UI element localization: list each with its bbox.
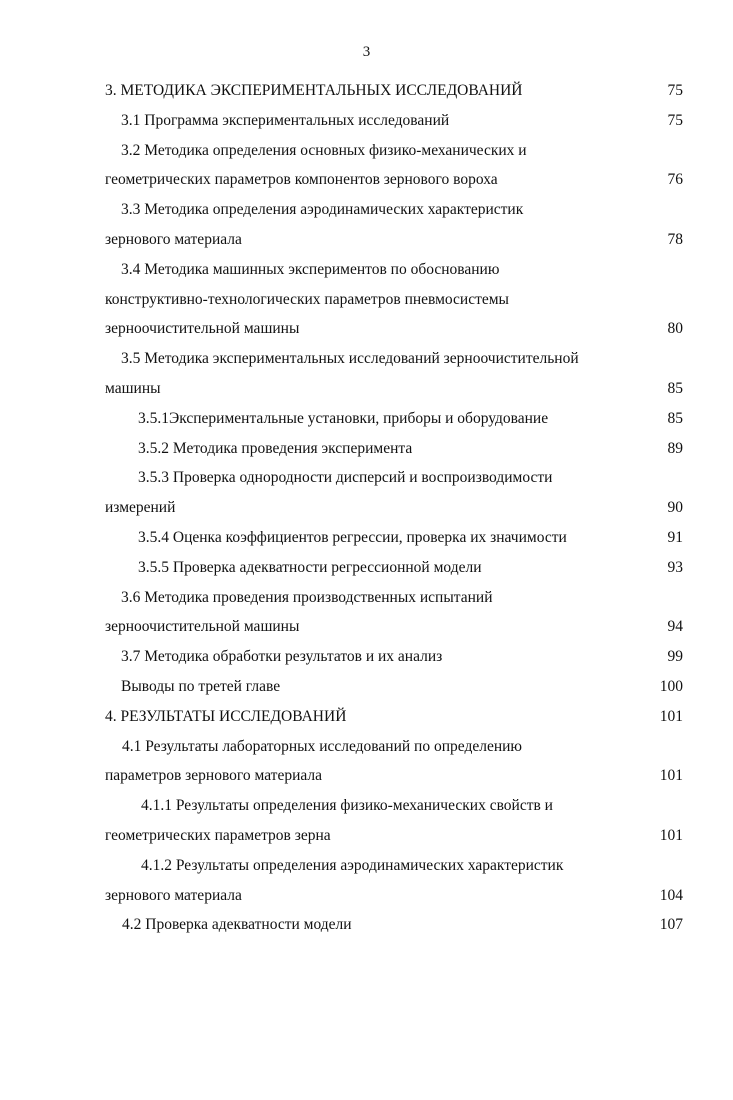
toc-page-number: 101 <box>659 707 683 725</box>
page-number: 3 <box>362 44 371 60</box>
toc-entry-text: 4.2 Проверка адекватности модели <box>122 916 352 934</box>
toc-line <box>0 642 733 672</box>
toc-line <box>0 463 733 493</box>
toc-page-number: 89 <box>667 439 683 457</box>
toc-line <box>0 314 733 344</box>
toc-entry-text: 3.5.4 Оценка коэффициентов регрессии, проверка их значимости <box>138 528 567 546</box>
toc-entry-text: зернового материала <box>105 886 242 904</box>
toc-entry-text: машины <box>105 379 161 397</box>
toc-line <box>0 821 733 851</box>
toc-entry-text: 3.7 Методика обработки результатов и их анализ <box>121 648 443 666</box>
toc-page-number: 75 <box>667 111 683 129</box>
toc-page-number: 99 <box>667 648 683 666</box>
toc-page-number: 101 <box>659 826 683 844</box>
toc-page-number: 78 <box>667 230 683 248</box>
toc-line <box>0 165 733 195</box>
toc-page-number: 94 <box>667 618 683 636</box>
toc-line <box>0 881 733 911</box>
toc-page-number: 100 <box>659 677 683 695</box>
toc-line <box>0 761 733 791</box>
toc-page-number: 75 <box>667 82 683 99</box>
toc-entry-text: Выводы по третей главе <box>121 677 281 695</box>
toc-line <box>0 523 733 553</box>
toc-line <box>0 910 733 940</box>
toc-line <box>0 374 733 404</box>
toc-entry-text: 3.5.5 Проверка адекватности регрессионной модели <box>138 558 482 576</box>
toc-page-number: 85 <box>667 379 683 397</box>
toc-entry-text: параметров зернового материала <box>105 767 323 785</box>
toc-entry-text: 4. РЕЗУЛЬТАТЫ ИССЛЕДОВАНИЙ <box>105 707 347 725</box>
toc-line <box>0 612 733 642</box>
toc-entry-text: зернового материала <box>105 230 242 248</box>
toc-page-number: 107 <box>659 916 683 934</box>
toc-entry-text: зерноочистительной машины <box>105 618 300 636</box>
toc-entry-text: 3.1 Программа экспериментальных исследований <box>121 111 450 129</box>
toc-line <box>0 255 733 285</box>
toc-page-number: 90 <box>667 499 683 517</box>
toc-line <box>0 791 733 821</box>
toc-line <box>0 672 733 702</box>
toc-entry-text: 4.1.2 Результаты определения аэродинамических характеристик <box>141 856 564 874</box>
toc-entry-text: зерноочистительной машины <box>105 320 300 338</box>
toc-entry-text: конструктивно-технологических параметров пневмосистемы <box>105 290 509 308</box>
toc-line <box>0 225 733 255</box>
toc-line <box>0 76 733 106</box>
toc-line <box>0 493 733 523</box>
toc-entry-text: 3.5.3 Проверка однородности дисперсий и воспроизводимости <box>138 469 553 487</box>
toc-entry-text: измерений <box>105 499 176 517</box>
toc-entry-text: 4.1.1 Результаты определения физико-механических свойств и <box>141 797 553 815</box>
toc-line <box>0 106 733 136</box>
toc-line <box>0 732 733 762</box>
toc-line <box>0 434 733 464</box>
toc-page-number: 85 <box>667 409 683 427</box>
toc-line <box>0 702 733 732</box>
toc-line <box>0 583 733 613</box>
toc-entry-text: 3.6 Методика проведения производственных испытаний <box>121 588 493 606</box>
toc-entry-text: 3.4 Методика машинных экспериментов по обоснованию <box>121 260 500 278</box>
toc-page-number: 104 <box>659 886 683 904</box>
toc-entry-text: геометрических параметров компонентов зернового вороха <box>105 171 498 189</box>
toc-entry-text: геометрических параметров зерна <box>105 826 331 844</box>
toc-page-number: 91 <box>667 528 683 546</box>
toc-line <box>0 404 733 434</box>
toc-page-number: 80 <box>667 320 683 338</box>
toc-line <box>0 195 733 225</box>
toc-page-number: 101 <box>659 767 683 785</box>
toc-page-number: 76 <box>667 171 683 189</box>
toc-line <box>0 285 733 315</box>
toc-line <box>0 136 733 166</box>
toc-line <box>0 851 733 881</box>
toc-line <box>0 553 733 583</box>
toc-page-number: 93 <box>667 558 683 576</box>
toc-entry-text: 3.5 Методика экспериментальных исследований зерноочистительной <box>121 350 579 368</box>
toc-entry-text: 3. МЕТОДИКА ЭКСПЕРИМЕНТАЛЬНЫХ ИССЛЕДОВАНИЙ <box>105 82 523 99</box>
toc-entry-text: 3.3 Методика определения аэродинамических характеристик <box>121 201 524 219</box>
toc-entry-text: 3.2 Методика определения основных физико-механических и <box>121 141 527 159</box>
toc-entry-text: 3.5.2 Методика проведения эксперимента <box>138 439 413 457</box>
table-of-contents <box>0 76 733 940</box>
toc-line <box>0 344 733 374</box>
toc-entry-text: 3.5.1Экспериментальные установки, приборы и оборудование <box>138 409 549 427</box>
toc-entry-text: 4.1 Результаты лабораторных исследований по определению <box>122 737 522 755</box>
